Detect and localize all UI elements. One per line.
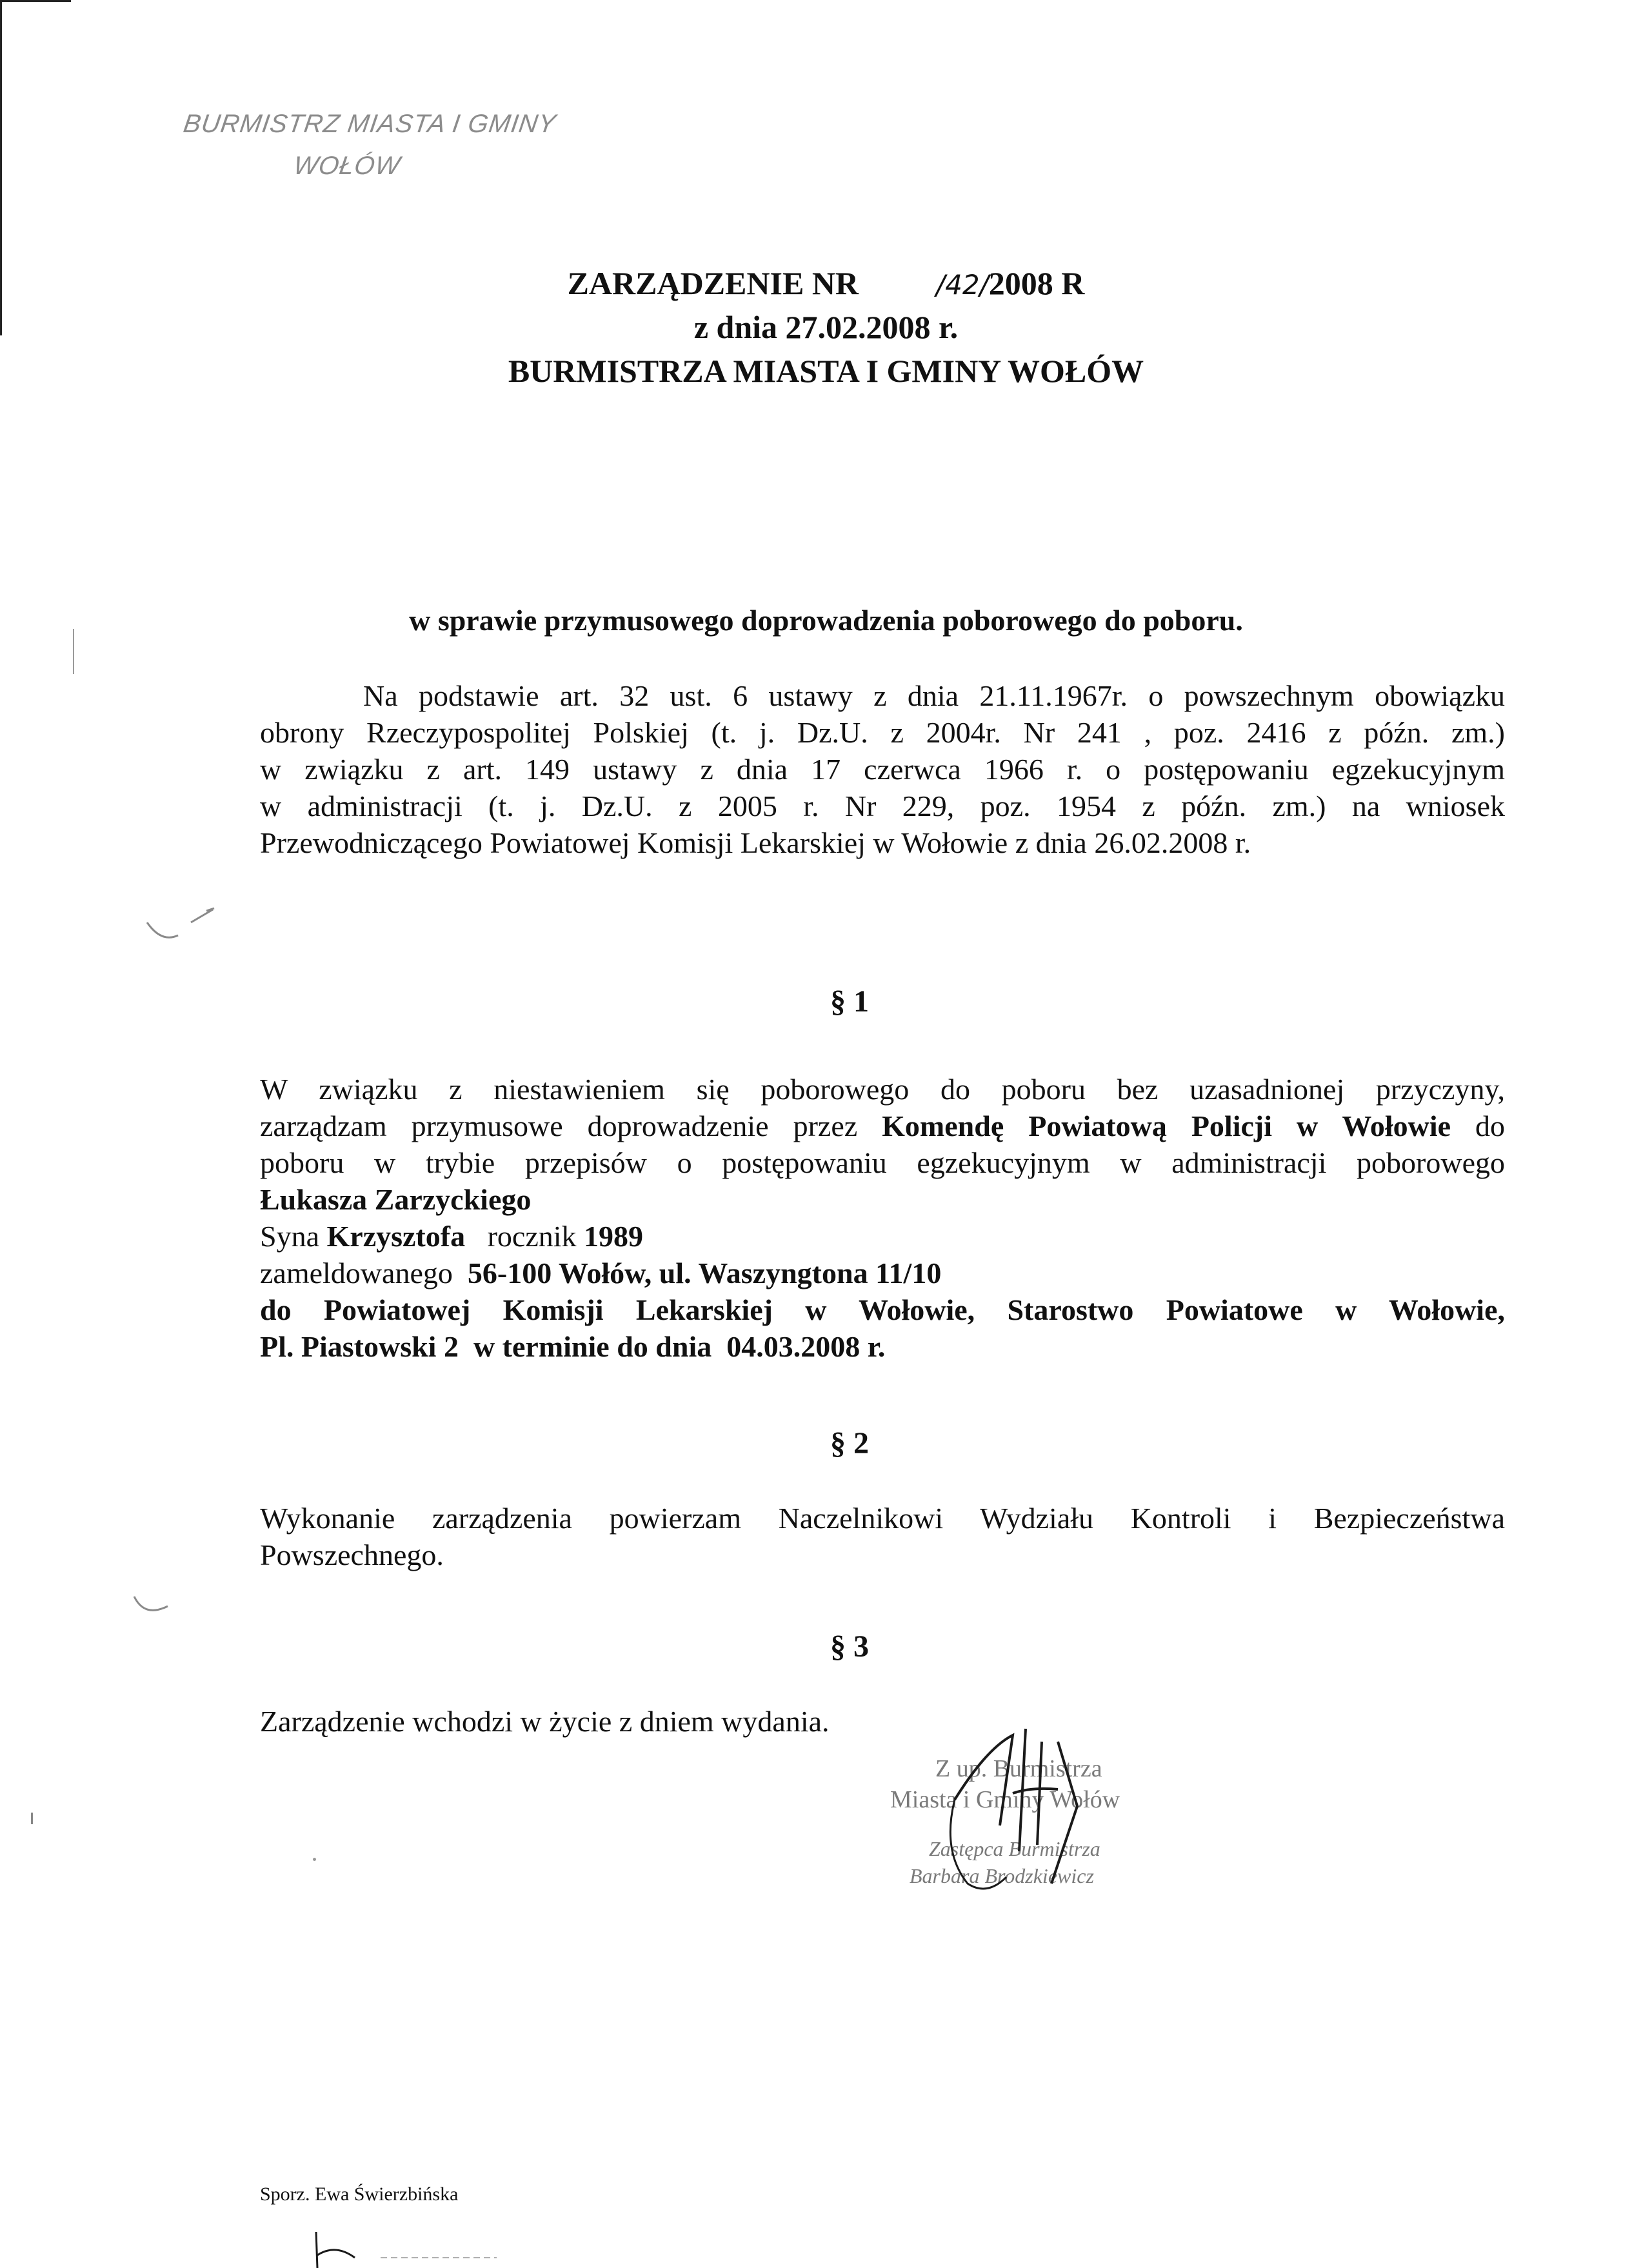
section1-mark: § 1	[830, 984, 869, 1019]
signature-stamp-line4: Barbara Brodzkiewicz	[910, 1864, 1094, 1887]
conscript-name-value: Łukasza Zarzyckiego	[260, 1183, 532, 1216]
issuing-authority: BURMISTRZA MIASTA I GMINY WOŁÓW	[508, 353, 1144, 389]
section1-line3: poboru w trybie przepisów o postępowaniu egzekucyjnym w administracji poborowego	[260, 1146, 1505, 1179]
section1-body	[260, 1071, 1505, 1365]
prepared-by: Sporz. Ewa Świerzbińska	[260, 2183, 459, 2205]
office-stamp	[175, 110, 558, 181]
scan-border-top	[0, 0, 71, 2]
legal-basis-line1: Na podstawie art. 32 ust. 6 ustawy z dnia 21.11.1967r. o powszechnym obowiązku	[363, 679, 1505, 712]
signature-stamp-line1: Z up. Burmistrza	[935, 1755, 1102, 1782]
office-stamp-line1: BURMISTRZ MIASTA I GMINY	[181, 110, 559, 138]
section3-mark: § 3	[830, 1629, 869, 1664]
section1-line2-a: zarządzam przymusowe doprowadzenie przez	[260, 1109, 882, 1142]
legal-basis-line4: w administracji (t. j. Dz.U. z 2005 r. Nr 229, poz. 1954 z późn. zm.) na wniosek	[260, 790, 1505, 822]
destination-line1	[260, 1291, 1505, 1328]
destination-line2-text: Pl. Piastowski 2 w terminie do dnia 04.03.2008 r.	[260, 1330, 886, 1363]
handwritten-signature	[929, 1722, 1097, 1903]
title-suffix: 2008 R	[988, 265, 1085, 301]
document-title	[0, 264, 1652, 302]
birth-year: 1989	[584, 1220, 644, 1253]
conscript-name	[260, 1181, 1505, 1218]
document-subject: w sprawie przymusowego doprowadzenia poborowego do poboru.	[409, 604, 1243, 637]
father-name: Krzysztofa	[326, 1220, 466, 1253]
margin-check-mark-2	[129, 1587, 181, 1626]
signature-stamp-line3: Zastępca Burmistrza	[929, 1837, 1100, 1860]
section2-body	[260, 1500, 1505, 1573]
legal-basis-line3: w związku z art. 149 ustawy z dnia 17 czerwca 1966 r. o postępowaniu egzekucyjnym	[260, 753, 1505, 786]
section2-line1: Wykonanie zarządzenia powierzam Naczelnikowi Wydziału Kontroli i Bezpieczeństwa	[260, 1502, 1505, 1535]
margin-check-mark	[142, 903, 226, 955]
birth-year-label: rocznik	[465, 1220, 584, 1253]
order-number-handwritten: /42/	[936, 269, 989, 301]
legal-basis-line2: obrony Rzeczypospolitej Polskiej (t. j. Dz.U. z 2004r. Nr 241 , poz. 2416 z późn. zm.)	[260, 716, 1505, 749]
address-value: 56-100 Wołów, ul. Waszyngtona 11/10	[467, 1257, 942, 1289]
police-command: Komendę Powiatową Policji w Wołowie	[882, 1109, 1451, 1142]
footer-handwritten-mark	[310, 2232, 503, 2268]
conscript-address	[260, 1255, 1505, 1291]
signature-stamp-line2: Miasta i Gminy Wołów	[890, 1786, 1120, 1813]
section1-line1: W związku z niestawieniem się poborowego do poboru bez uzasadnionej przyczyny,	[260, 1073, 1505, 1106]
conscript-father	[260, 1218, 1505, 1255]
section3-body: Zarządzenie wchodzi w życie z dniem wydania.	[260, 1705, 830, 1738]
signature-stamp	[890, 1742, 1226, 1909]
section1-line2	[260, 1108, 1505, 1144]
office-stamp-line2: WOŁÓW	[292, 152, 403, 180]
section2-mark: § 2	[830, 1426, 869, 1460]
title-prefix: ZARZĄDZENIE NR	[567, 265, 859, 301]
document-date: z dnia 27.02.2008 r.	[693, 309, 959, 345]
legal-basis-line5: Przewodniczącego Powiatowej Komisji Lekarskiej w Wołowie z dnia 26.02.2008 r.	[260, 826, 1251, 859]
son-prefix: Syna	[260, 1220, 327, 1253]
legal-basis	[260, 677, 1505, 861]
section1-line2-c: do	[1451, 1109, 1505, 1142]
destination-line2	[260, 1328, 1505, 1365]
section2-line2: Powszechnego.	[260, 1538, 444, 1571]
margin-dot-1	[31, 1813, 33, 1824]
margin-dot-2	[313, 1858, 316, 1861]
destination-line1-text: do Powiatowej Komisji Lekarskiej w Wołowie, Starostwo Powiatowe w Wołowie,	[260, 1293, 1505, 1326]
address-prefix: zameldowanego	[260, 1257, 468, 1289]
